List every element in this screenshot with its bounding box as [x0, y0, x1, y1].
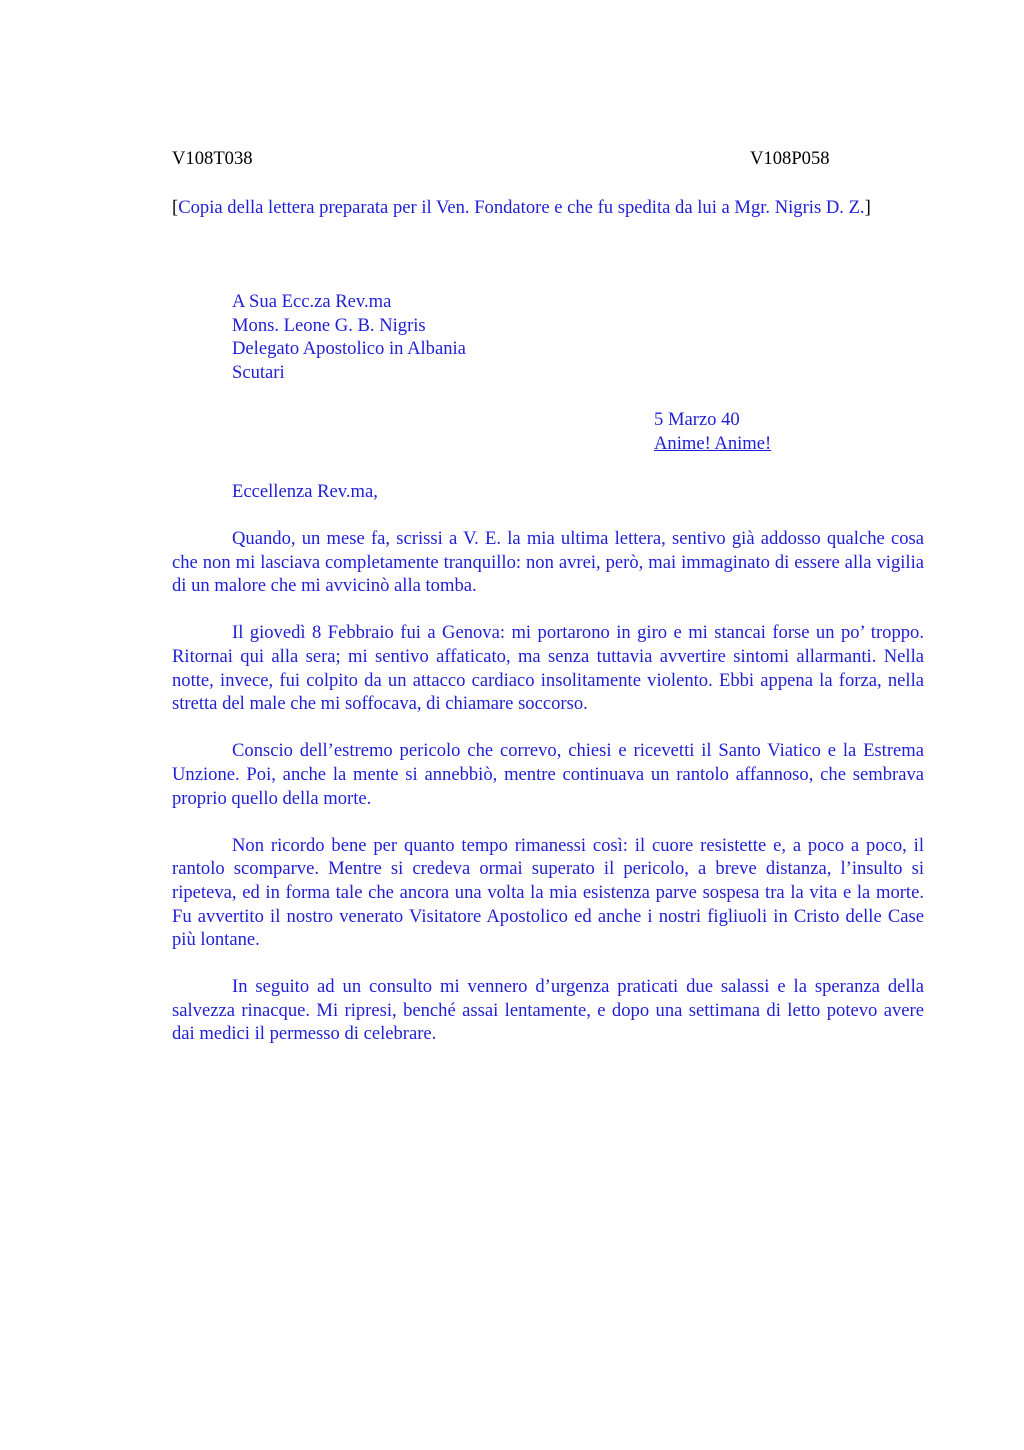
address-line-city: Scutari	[232, 361, 285, 383]
address-line-role: Delegato Apostolico in Albania	[232, 338, 466, 360]
salutation: Eccellenza Rev.ma,	[232, 481, 378, 502]
document-code-right: V108P058	[750, 148, 830, 169]
note-open-bracket: [	[172, 197, 179, 218]
letter-motto: Anime! Anime!	[654, 432, 772, 454]
letter-date: 5 Marzo 40	[654, 409, 740, 430]
letter-body	[172, 527, 924, 1070]
note-close-bracket: ]	[864, 197, 871, 218]
dateline	[654, 408, 934, 455]
address-line-title: A Sua Ecc.za Rev.ma	[232, 291, 392, 312]
recipient-address	[232, 290, 732, 384]
document-code-left: V108T038	[172, 148, 253, 169]
body-paragraph: Quando, un mese fa, scrissi a V. E. la mia ultima lettera, sentivo già addosso qualche cosa che non mi lasciava completamente tranquillo: non avrei, però, mai immaginato di essere alla vigilia di un malore che mi avvicinò alla tomba.	[172, 528, 924, 597]
body-paragraph: Il giovedì 8 Febbraio fui a Genova: mi portarono in giro e mi stancai forse un po’ troppo. Ritornai qui alla sera; mi sentivo affaticato, ma senza tuttavia avvertire sintomi allarmanti. Nella notte, invece, fui colpito da un attacco cardiaco insolitamente violento. Ebbi appena la forza, nella stretta del male che mi soffocava, di chiamare soccorso.	[172, 622, 924, 715]
body-paragraph: Non ricordo bene per quanto tempo rimanessi così: il cuore resistette e, a poco a poco, il rantolo scomparve. Mentre si credeva ormai superato il pericolo, a breve distanza, l’insulto si ripeteva, ed in forma tale che ancora una volta la mia esistenza parve sospesa tra la vita e la morte. Fu avvertito il nostro venerato Visitatore Apostolico ed anche i nostri figliuoli in Cristo delle Case più lontane.	[172, 834, 924, 951]
body-paragraph: Conscio dell’estremo pericolo che correvo, chiesi e ricevetti il Santo Viatico e la Estrema Unzione. Poi, anche la mente si annebbiò, mentre continuava un rantolo affannoso, che sembrava proprio quello della morte.	[172, 740, 924, 809]
address-line-name: Mons. Leone G. B. Nigris	[232, 314, 426, 336]
editorial-note	[172, 196, 932, 220]
body-paragraph: In seguito ad un consulto mi vennero d’urgenza praticati due salassi e la speranza della salvezza rinacque. Mi ripresi, benché assai lentamente, e dopo una settimana di letto potevo avere dai medici il permesso di celebrare.	[172, 976, 924, 1045]
note-text: Copia della lettera preparata per il Ven. Fondatore e che fu spedita da lui a Mgr. Nigris D. Z.	[178, 197, 865, 218]
